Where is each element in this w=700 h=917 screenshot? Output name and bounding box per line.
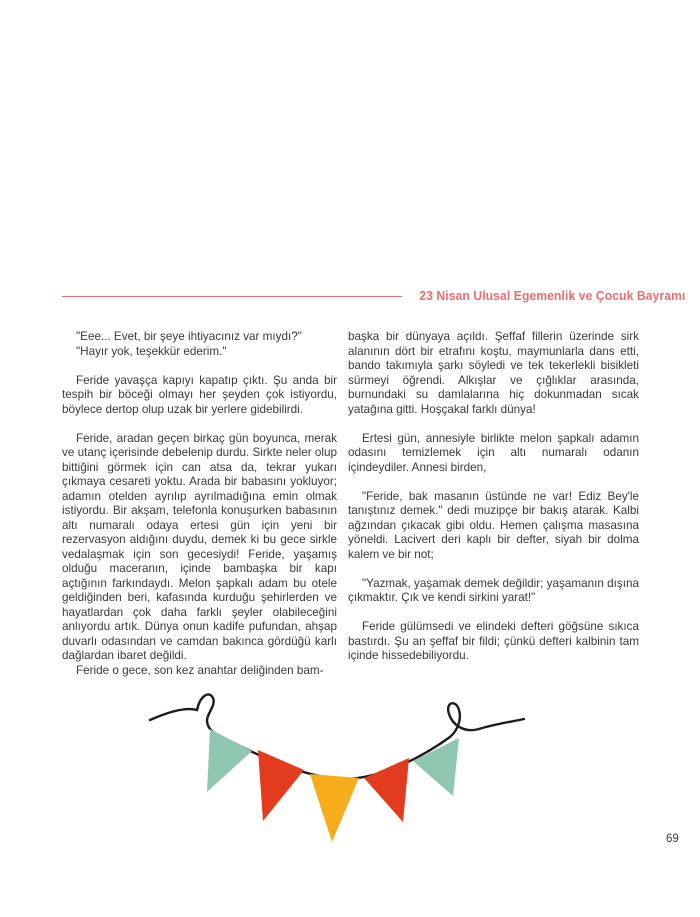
page-number: 69 xyxy=(666,833,679,845)
story-text xyxy=(62,330,639,678)
paragraph: Feride, aradan geçen birkaç gün boyunca, merak ve utanç içerisinde debelenip durdu. Sirkte neler olup bittiğini görmek için can atsa da, tekrar yukarı çıkmaya cesareti yoktu. Arada bir babasını yokluyor; adamın otelden ayrılıp ayrılmadığına emin olmak istiyordu. Bir akşam, telefonla konuşurken babasının altı numaralı odaya ertesi gün için yeni bir rezervasyon aldığını duydu, demek ki bu gece sirkle vedalaşmak için son gecesiydi! Feride, yaşamış olduğu maceranın, içinde bambaşka bir kapı açtığının farkındaydı. Melon şapkalı adam bu otele geldiğinden beri, kafasında kurduğu şehirlerden ve hayatlardan çok daha farklı şeyler olabileceğini anlıyordu artık. Dünya onun kadife pufundan, ahşap duvarlı odasından ve camdan bakınca gördüğü karlı dağlardan ibaret değildi. xyxy=(62,431,337,662)
bunting-illustration xyxy=(130,690,550,850)
paragraph: "Feride, bak masanın üstünde ne var! Ediz Bey'le tanıştınız demek." dedi muzipçe bir bakış atarak. Kalbi ağzından çıkacak gibi oldu. Hemen çalışma masasına yöneldi. Lacivert deri kaplı bir defter, siyah bir dolma kalem ve bir not; xyxy=(348,489,639,561)
paragraph: Ertesi gün, annesiyle birlikte melon şapkalı adamın odasını temizlemek için altı numaralı odanın içindeydiler. Annesi birden, xyxy=(348,431,639,474)
pennant-flag-3 xyxy=(310,774,359,842)
pennant-flag-4 xyxy=(364,758,409,822)
paragraph: Feride gülümsedi ve elindeki defteri göğsüne sıkıca bastırdı. Şu an şeffaf bir fildi; çünkü defteri kalbinin tam içinde hissedebiliyordu. xyxy=(348,620,639,662)
paragraph: "Yazmak, yaşamak demek değildir; yaşamanın dışına çıkmaktır. Çık ve kendi sirkini yarat!" xyxy=(348,576,639,604)
bunting-string xyxy=(150,694,524,779)
pennant-flag-1 xyxy=(207,729,252,792)
chapter-header xyxy=(62,287,685,304)
pennant-flag-2 xyxy=(258,750,304,821)
left-column xyxy=(62,330,337,678)
paragraph: başka bir dünyaya açıldı. Şeffaf fillerin üzerinde sirk alanının dört bir etrafını koştu, maymunlarla dans etti, bando takımıyla şarkı söyledi ve tek tekerlekli bisikleti sürmeyi öğrendi. Alkışlar ve çığlıklar arasında, burnundaki su damlalarına hiç dokunmadan sıcak yatağına gitti. Hoşçakal farklı dünya! xyxy=(348,330,639,416)
paragraph: "Eee... Evet, bir şeye ihtiyacınız var mıydı?" xyxy=(76,330,302,343)
header-rule xyxy=(62,296,402,297)
paragraph: Feride yavaşça kapıyı kapatıp çıktı. Şu anda bir tespih bir böceği olmayı her şeyden çok istiyordu, böylece dertop olup uzak bir yerlere gidebilirdi. xyxy=(62,373,337,416)
paragraph: Feride o gece, son kez anahtar deliğinden bam- xyxy=(76,663,324,677)
paragraph: "Hayır yok, teşekkür ederim." xyxy=(76,344,227,358)
right-column xyxy=(348,330,639,678)
chapter-title: 23 Nisan Ulusal Egemenlik ve Çocuk Bayramı xyxy=(418,288,685,303)
